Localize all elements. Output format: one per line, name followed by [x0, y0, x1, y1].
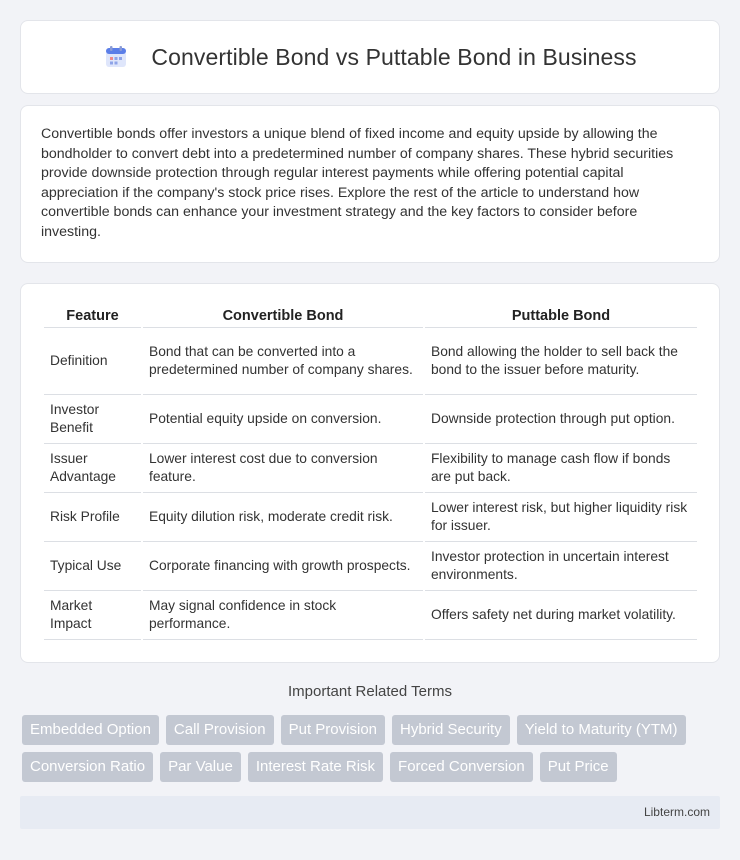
- feature-cell: Typical Use: [44, 542, 141, 591]
- tag-row-1: [22, 715, 722, 745]
- intro-text: Convertible bonds offer investors a unique blend of fixed income and equity upside by allowing the bondholder to convert debt into a predetermined number of company shares. These hybrid securities provide downside protection through regular interest payments while offering potential capital appreciation if the company's stock price rises. Explore the rest of the article to understand how convertible bonds can enhance your investment strategy and the key factors to consider before investing.: [41, 126, 674, 240]
- puttable-cell: Flexibility to manage cash flow if bonds are put back.: [425, 444, 697, 493]
- tag-put-provision[interactable]: Put Provision: [281, 715, 385, 745]
- tag-interest-rate-risk[interactable]: Interest Rate Risk: [248, 752, 383, 782]
- table-row: [44, 444, 697, 493]
- puttable-cell: Downside protection through put option.: [425, 395, 697, 444]
- related-terms: [22, 715, 722, 789]
- puttable-cell: Investor protection in uncertain interest environments.: [425, 542, 697, 591]
- tag-hybrid-security[interactable]: Hybrid Security: [392, 715, 510, 745]
- convertible-cell: Corporate financing with growth prospects.: [143, 542, 423, 591]
- footer: [20, 796, 720, 829]
- intro-card: [20, 105, 720, 263]
- tag-conversion-ratio[interactable]: Conversion Ratio: [22, 752, 153, 782]
- table-row: [44, 591, 697, 640]
- feature-cell: Issuer Advantage: [44, 444, 141, 493]
- tag-call-provision[interactable]: Call Provision: [166, 715, 274, 745]
- table-row: [44, 542, 697, 591]
- tag-embedded-option[interactable]: Embedded Option: [22, 715, 159, 745]
- puttable-cell: Offers safety net during market volatility.: [425, 591, 697, 640]
- feature-cell: Market Impact: [44, 591, 141, 640]
- tag-par-value[interactable]: Par Value: [160, 752, 241, 782]
- tag-yield-to-maturity[interactable]: Yield to Maturity (YTM): [517, 715, 686, 745]
- convertible-cell: Equity dilution risk, moderate credit risk.: [143, 493, 423, 542]
- header-feature: Feature: [44, 302, 141, 328]
- convertible-cell: May signal confidence in stock performance.: [143, 591, 423, 640]
- feature-cell: Investor Benefit: [44, 395, 141, 444]
- related-terms-heading: Important Related Terms: [288, 683, 452, 700]
- convertible-cell: Bond that can be converted into a predetermined number of company shares.: [143, 328, 423, 395]
- tag-row-2: [22, 752, 722, 782]
- comparison-card: [20, 283, 720, 663]
- feature-cell: Risk Profile: [44, 493, 141, 542]
- header-puttable: Puttable Bond: [425, 302, 697, 328]
- feature-cell: Definition: [44, 328, 141, 395]
- table-row: [44, 493, 697, 542]
- comparison-table: [42, 302, 699, 640]
- page-title: Convertible Bond vs Puttable Bond in Business: [151, 43, 637, 70]
- calendar-icon: [103, 44, 129, 70]
- tag-put-price[interactable]: Put Price: [540, 752, 617, 782]
- convertible-cell: Potential equity upside on conversion.: [143, 395, 423, 444]
- header-convertible: Convertible Bond: [143, 302, 423, 328]
- table-row: [44, 395, 697, 444]
- convertible-cell: Lower interest cost due to conversion feature.: [143, 444, 423, 493]
- title-card: [20, 20, 720, 94]
- footer-brand[interactable]: Libterm.com: [643, 805, 710, 819]
- tag-forced-conversion[interactable]: Forced Conversion: [390, 752, 533, 782]
- puttable-cell: Bond allowing the holder to sell back the bond to the issuer before maturity.: [425, 328, 697, 395]
- table-row: [44, 328, 697, 395]
- puttable-cell: Lower interest risk, but higher liquidity risk for issuer.: [425, 493, 697, 542]
